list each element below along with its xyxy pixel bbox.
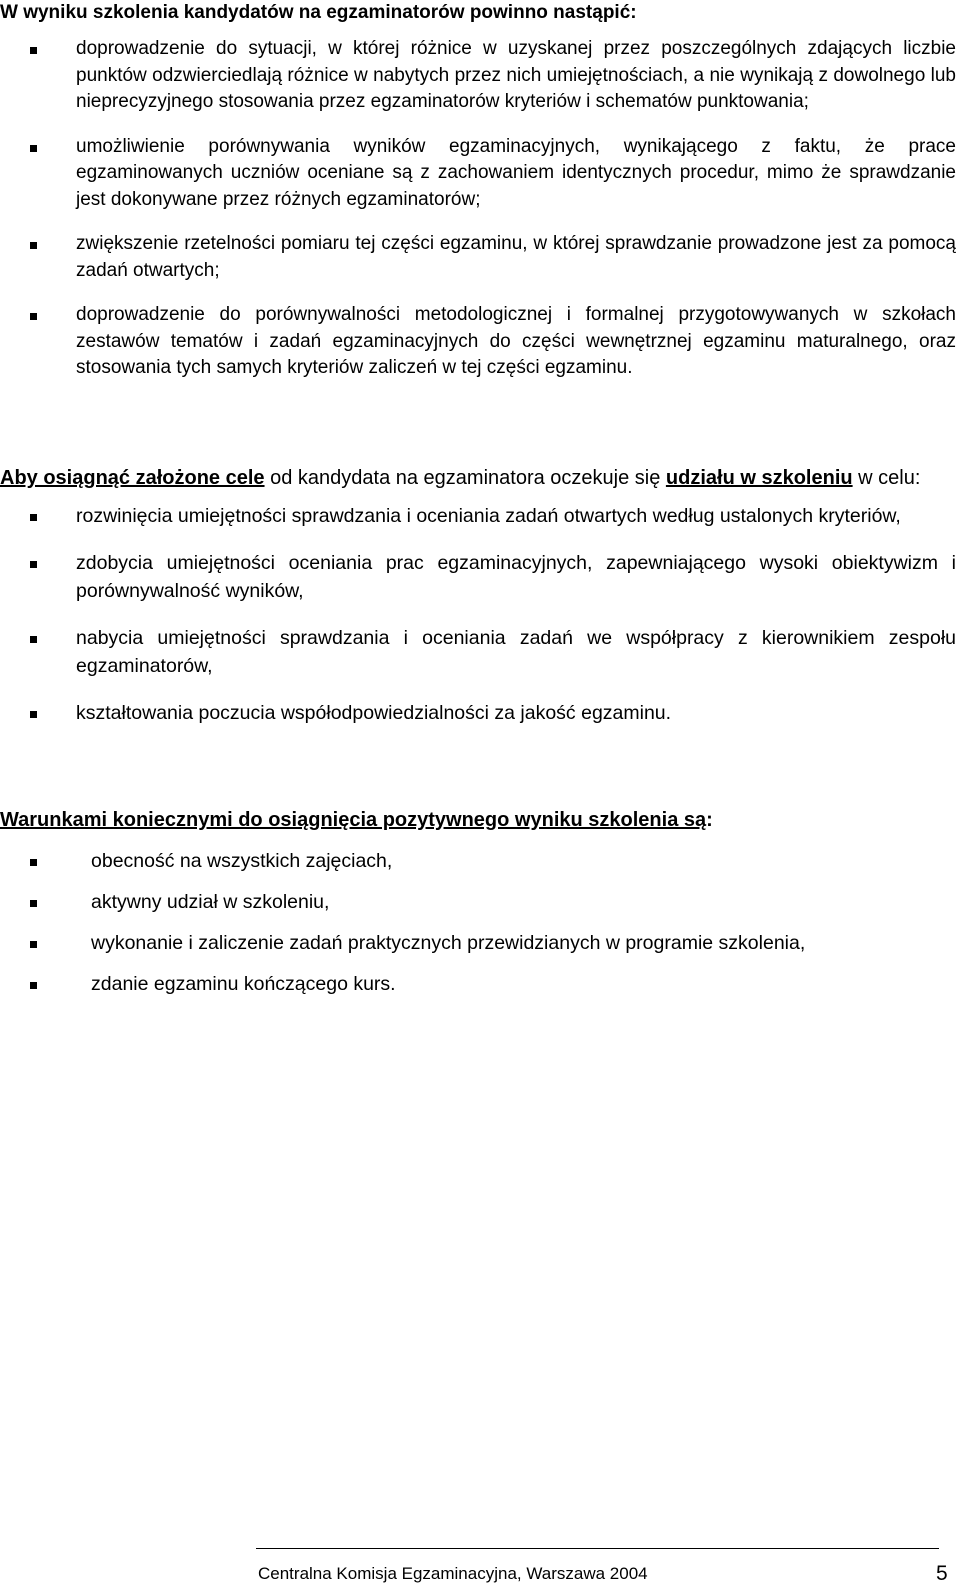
requirements-heading <box>0 806 956 834</box>
list-item-text: wykonanie i zaliczenie zadań praktycznych przewidzianych w programie szkolenia, <box>91 932 806 954</box>
list-item-text: obecność na wszystkich zajęciach, <box>91 850 393 872</box>
goals-list <box>0 502 956 727</box>
goals-section <box>0 465 956 746</box>
square-bullet-icon <box>30 514 37 521</box>
outcomes-list <box>0 36 956 382</box>
requirements-section <box>0 806 956 1012</box>
outcomes-heading: W wyniku szkolenia kandydatów na egzaminatorów powinno nastąpić: <box>0 2 637 23</box>
footer-text: Centralna Komisja Egzaminacyjna, Warszawa 2004 <box>258 1564 648 1583</box>
requirements-heading-colon: : <box>706 809 713 831</box>
goals-heading-tail: w celu: <box>852 467 921 489</box>
square-bullet-icon <box>30 242 37 249</box>
square-bullet-icon <box>30 636 37 643</box>
square-bullet-icon <box>30 900 37 907</box>
list-item <box>0 930 956 956</box>
square-bullet-icon <box>30 313 37 320</box>
list-item-text: zdobycia umiejętności oceniania prac egzaminacyjnych, zapewniającego wysoki obiektywizm i porównywalność wyników, <box>76 552 956 602</box>
list-item <box>0 502 956 530</box>
requirements-list <box>0 848 956 997</box>
list-item <box>0 699 956 727</box>
list-item-text: doprowadzenie do porównywalności metodologicznej i formalnej przygotowywanych w szkołach zestawów tematów i zadań egzaminacyjnych do części wewnętrznej egzaminu maturalnego, oraz stosowania tych samych kryteriów zaliczeń w tej części egzaminu. <box>76 304 956 378</box>
square-bullet-icon <box>30 145 37 152</box>
list-item <box>0 302 956 382</box>
list-item-text: zwiększenie rzetelności pomiaru tej części egzaminu, w której sprawdzanie prowadzone jest za pomocą zadań otwartych; <box>76 233 956 281</box>
goals-heading-bold: Aby osiągnąć założone cele <box>0 467 265 489</box>
list-item <box>0 848 956 874</box>
list-item <box>0 231 956 284</box>
list-item <box>0 624 956 680</box>
list-item-text: zdanie egzaminu kończącego kurs. <box>91 973 396 995</box>
list-item <box>0 971 956 997</box>
square-bullet-icon <box>30 859 37 866</box>
square-bullet-icon <box>30 47 37 54</box>
list-item <box>0 889 956 915</box>
requirements-heading-text: Warunkami koniecznymi do osiągnięcia pozytywnego wyniku szkolenia są <box>0 809 707 831</box>
outcomes-section <box>0 0 956 400</box>
list-item <box>0 549 956 605</box>
goals-heading-bold-2: udziału w szkoleniu <box>665 467 853 489</box>
list-item <box>0 36 956 116</box>
list-item-text: kształtowania poczucia współodpowiedzialności za jakość egzaminu. <box>76 702 672 724</box>
goals-heading-text: od kandydata na egzaminatora oczekuje się <box>264 467 666 489</box>
footer-divider <box>256 1548 939 1549</box>
list-item <box>0 134 956 214</box>
list-item-text: umożliwienie porównywania wyników egzaminacyjnych, wynikającego z faktu, że prace egzaminowanych uczniów oceniane są z zachowaniem identycznych procedur, mimo że sprawdzanie jest dokonywane przez różnych egzaminatorów; <box>76 135 956 210</box>
square-bullet-icon <box>30 561 37 568</box>
list-item-text: nabycia umiejętności sprawdzania i oceniania zadań we współpracy z kierownikiem zespołu egzaminatorów, <box>76 627 956 677</box>
square-bullet-icon <box>30 941 37 948</box>
list-item-text: aktywny udział w szkoleniu, <box>91 891 330 913</box>
page-number: 5 <box>936 1562 948 1585</box>
square-bullet-icon <box>30 982 37 989</box>
list-item-text: doprowadzenie do sytuacji, w której różnice w uzyskanej przez poszczególnych zdających liczbie punktów odzwierciedlają różnice w nabytych przez nich umiejętnościach, a nie wynikają z dowolnego lub nieprecyzyjnego stosowania przez egzaminatorów kryteriów i schematów punktowania; <box>76 38 956 112</box>
list-item-text: rozwinięcia umiejętności sprawdzania i oceniania zadań otwartych według ustalonych kryteriów, <box>76 505 901 527</box>
goals-heading <box>0 465 956 492</box>
square-bullet-icon <box>30 711 37 718</box>
